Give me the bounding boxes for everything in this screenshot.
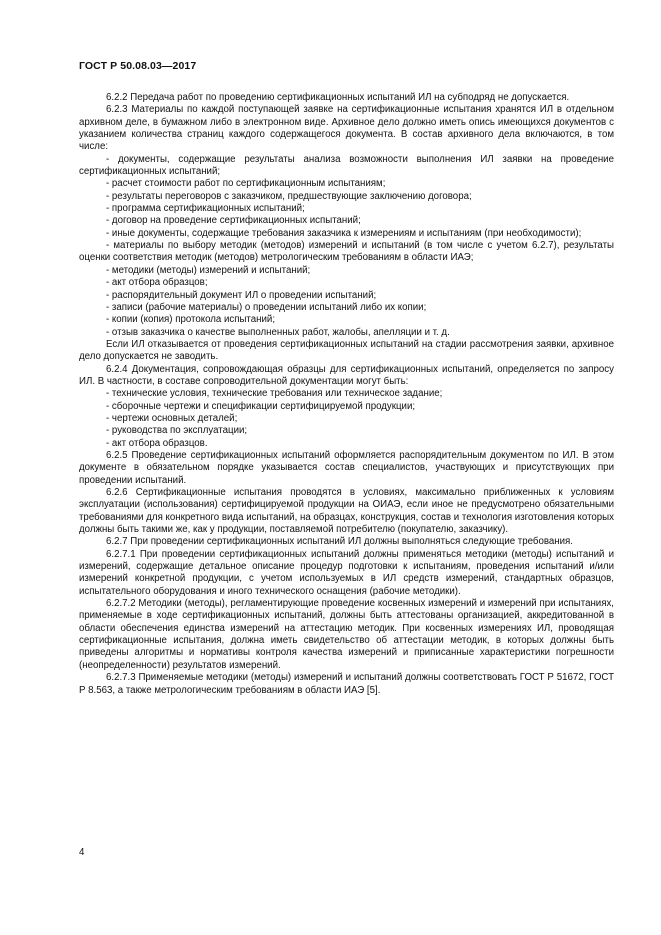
document-header: ГОСТ Р 50.08.03—2017 xyxy=(79,60,197,72)
page-number: 4 xyxy=(79,847,85,858)
paragraph: 6.2.2 Передача работ по проведению сертификационных испытаний ИЛ на субподряд не допускается. xyxy=(106,92,570,103)
paragraph: 6.2.7.1 При проведении сертификационных испытаний должны применяться методики (методы) испытаний и измерений, содержащие детальное описание процедур подготовки к испытаниям, проведения испытаний и/или измерений конкретной продукции, с учетом используемых в ИЛ средств измерений, стандартных образцов, испытательного оборудования и иного технического оснащения (рабочие методики). xyxy=(79,548,614,597)
list-item: - акт отбора образцов. xyxy=(106,437,208,449)
list-item: - копии (копия) протокола испытаний; xyxy=(106,314,276,326)
list-item: - чертежи основных деталей; xyxy=(106,412,238,424)
list-item: - распорядительный документ ИЛ о проведении испытаний; xyxy=(106,289,377,301)
list-item: - договор на проведение сертификационных испытаний; xyxy=(106,215,361,227)
paragraph: 6.2.7.3 Применяемые методики (методы) измерений и испытаний должны соответствовать ГОСТ Р 51672, ГОСТ Р 8.563, а также метрологическим требованиям в области ИАЭ [5]. xyxy=(79,672,614,696)
list-item: - технические условия, технические требования или техническое задание; xyxy=(106,388,443,400)
paragraph: 6.2.3 Материалы по каждой поступающей заявке на сертификационные испытания хранятся ИЛ в отдельном архивном деле, в бумажном либо в электронном виде. Архивное дело должно иметь опись имеющихся документов с указанием количества страниц каждого содержащегося документа. В состав архивного дела включаются, в том числе: xyxy=(79,104,614,153)
paragraph: Если ИЛ отказывается от проведения сертификационных испытаний на стадии рассмотрения заявки, архивное дело допускается не заводить. xyxy=(79,338,614,363)
paragraph: 6.2.5 Проведение сертификационных испытаний оформляется распорядительным документом по ИЛ. В этом документе в обязательном порядке указывается состав специалистов, участвующих и присутствующих при проведении испытаний. xyxy=(79,449,614,486)
paragraph: 6.2.4 Документация, сопровождающая образцы для сертификационных испытаний, определяется по запросу ИЛ. В частности, в составе сопроводительной документации могут быть: xyxy=(79,363,614,387)
list-item: - отзыв заказчика о качестве выполненных работ, жалобы, апелляции и т. д. xyxy=(106,326,450,338)
document-body xyxy=(79,92,614,697)
list-item: - материалы по выбору методик (методов) измерений и испытаний (в том числе с учетом 6.2.7), результаты оценки соответствия методик (методов) метрологическим требованиям в области ИАЭ; xyxy=(79,240,614,264)
list-item: - результаты переговоров с заказчиком, предшествующие заключению договора; xyxy=(106,190,472,202)
paragraph: 6.2.7 При проведении сертификационных испытаний ИЛ должны выполняться следующие требования. xyxy=(106,536,573,548)
list-item: - расчет стоимости работ по сертификационным испытаниям; xyxy=(106,178,386,190)
paragraph: 6.2.6 Сертификационные испытания проводятся в условиях, максимально приближенных к условиям эксплуатации (использования) сертифицируемой продукции на ОИАЭ, если иное не предусмотрено обязательными требованиями для конкретного вида испытаний, на образцах, конструкция, состав и технология изготовления которых должны быть такими же, как у продукции, поставляемой потребителю (покупателю, заказчику). xyxy=(79,487,614,536)
list-item: - сборочные чертежи и спецификации сертифицируемой продукции; xyxy=(106,400,416,412)
paragraph: 6.2.7.2 Методики (методы), регламентирующие проведение косвенных измерений и измерений при испытаниях, применяемые в ходе сертификационных испытаний, должны быть аттестованы организацией, аккредитованной в области обеспечения единства измерений на аттестацию методик. При косвенных измерениях ИЛ, проводящая сертификационные испытания, должна иметь свидетельство об аттестации методик, в которых должны быть приведены алгоритмы и нормативы контроля качества измерений и приписанные характеристики погрешности (неопределенности) результатов измерений. xyxy=(79,598,614,671)
list-item: - методики (методы) измерений и испытаний; xyxy=(106,264,311,276)
list-item: - документы, содержащие результаты анализа возможности выполнения ИЛ заявки на проведение сертификационных испытаний; xyxy=(79,153,614,178)
list-item: - руководства по эксплуатации; xyxy=(106,425,248,437)
list-item: - записи (рабочие материалы) о проведении испытаний либо их копии; xyxy=(106,301,427,313)
list-item: - иные документы, содержащие требования заказчика к измерениям и испытаниям (при необходимости); xyxy=(106,227,582,239)
list-item: - программа сертификационных испытаний; xyxy=(106,203,305,215)
list-item: - акт отбора образцов; xyxy=(106,277,208,289)
